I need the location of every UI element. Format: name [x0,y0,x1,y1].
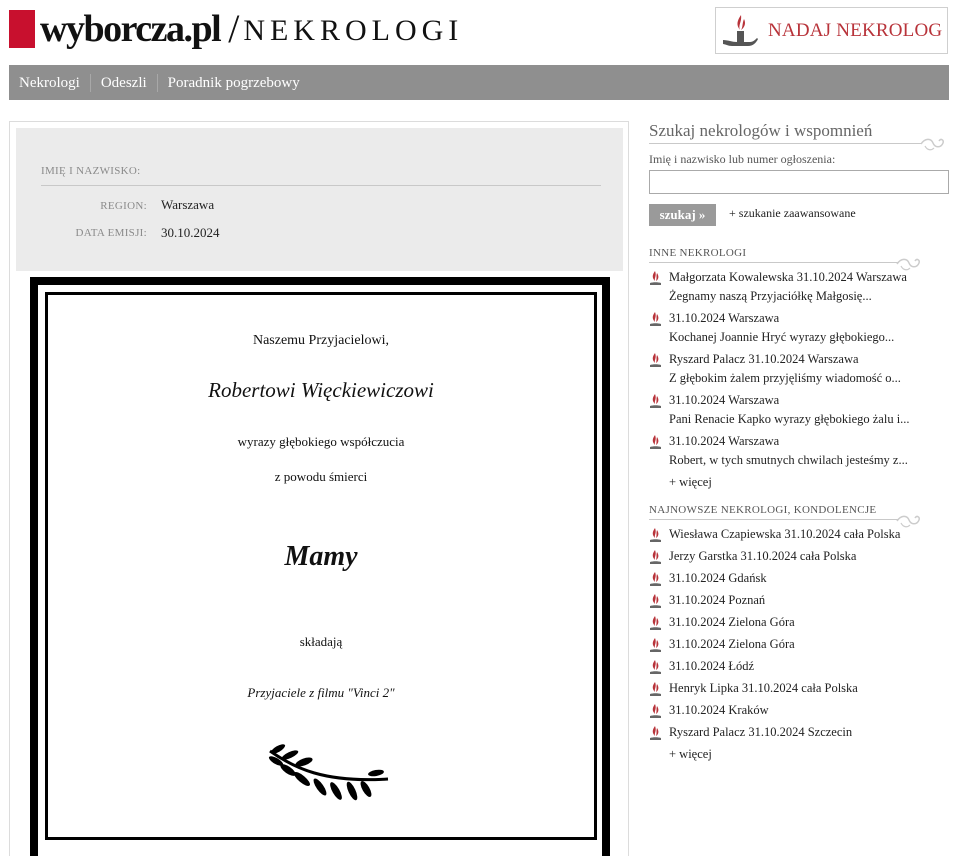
list-item-title: 31.10.2024 Warszawa [669,311,780,325]
flame-icon [649,703,662,719]
nadaj-nekrolog-button[interactable] [715,7,948,54]
list-item-title: Wiesława Czapiewska 31.10.2024 cała Polska [669,527,901,541]
flame-icon [649,659,662,675]
flame-icon [649,270,662,286]
flame-icon [649,434,662,450]
search-title: Szukaj nekrologów i wspomnień [649,121,873,140]
obituary-panel [9,121,629,856]
flame-icon [649,527,662,543]
nav-item-odeszli[interactable]: Odeszli [90,74,157,92]
list-item-title: 31.10.2024 Warszawa [669,434,780,448]
najnowsze-underline [649,519,899,520]
logo-red-block [9,10,35,48]
flame-icon [649,725,662,741]
flame-icon [649,681,662,697]
inne-more-link[interactable]: + więcej [669,475,712,489]
notice-signature: Przyjaciele z filmu "Vinci 2" [247,685,395,700]
region-label: REGION: [100,200,147,212]
list-item[interactable] [649,635,949,654]
wyborcza-logo[interactable] [9,6,464,51]
notice-line-reason: z powodu śmierci [274,469,368,484]
inne-underline [649,262,899,263]
list-item[interactable] [649,432,949,470]
list-item-title: Jerzy Garstka 31.10.2024 cała Polska [669,549,857,563]
flame-icon [649,393,662,409]
list-item-excerpt: Żegnamy naszą Przyjaciółkę Małgosię... [669,289,872,303]
flame-icon [649,549,662,565]
nav-item-nekrologi[interactable]: Nekrologi [19,74,80,91]
swirl-ornament-icon [919,136,947,154]
search-input[interactable] [649,170,949,194]
inne-nekrologi-title: INNE NEKROLOGI [649,247,747,259]
list-item[interactable] [649,613,949,632]
najnowsze-list [649,525,949,764]
list-item-title: 31.10.2024 Zielona Góra [669,637,795,651]
list-item[interactable] [649,309,949,347]
laurel-branch-icon [264,743,394,813]
date-label: DATA EMISJI: [75,227,147,239]
logo-text: wyborcza.pl [40,8,221,50]
list-item[interactable] [649,701,949,720]
notice-recipient-name: Robertowi Więckiewiczowi [208,378,434,402]
region-value: Warszawa [161,197,215,212]
flame-icon [649,352,662,368]
list-item-title: 31.10.2024 Poznań [669,593,766,607]
flame-icon [649,311,662,327]
list-item-title: 31.10.2024 Kraków [669,703,769,717]
date-value: 30.10.2024 [161,225,220,240]
candle-hand-icon [720,11,760,51]
name-label: IMIĘ I NAZWISKO: [41,165,141,177]
list-item[interactable] [649,391,949,429]
list-item[interactable] [649,657,949,676]
inne-nekrologi-list [649,268,949,492]
notice-line-from: składają [299,634,343,649]
list-item-excerpt: Kochanej Joannie Hryć wyrazy głębokiego... [669,330,895,344]
list-item[interactable] [649,723,949,742]
list-item[interactable] [649,268,949,306]
notice-line-dedication: Naszemu Przyjacielowi, [252,333,390,348]
flame-icon [649,637,662,653]
list-item-excerpt: Pani Renacie Kapko wyrazy głębokiego żalu i... [669,412,910,426]
search-title-underline [649,143,921,144]
list-item-title: Ryszard Palacz 31.10.2024 Warszawa [669,352,859,366]
list-item-title: 31.10.2024 Zielona Góra [669,615,795,629]
obituary-notice[interactable] [30,277,610,856]
notice-inner-frame [45,292,597,840]
flame-icon [649,571,662,587]
najnowsze-title: NAJNOWSZE NEKROLOGI, KONDOLENCJE [649,504,877,516]
flame-icon [649,615,662,631]
logo-slash: / [228,6,240,51]
list-item-excerpt: Robert, w tych smutnych chwilach jesteśmy z... [669,453,908,467]
list-item-title: 31.10.2024 Łódź [669,659,755,673]
notice-line-condolences: wyrazy głębokiego współczucia [237,434,405,449]
list-item-title: Henryk Lipka 31.10.2024 cała Polska [669,681,858,695]
flame-icon [649,593,662,609]
list-item[interactable] [649,350,949,388]
list-item[interactable] [649,679,949,698]
list-item-excerpt: Z głębokim żalem przyjęliśmy wiadomość o... [669,371,901,385]
list-item-title: 31.10.2024 Warszawa [669,393,780,407]
notice-deceased: Mamy [284,541,358,572]
list-item[interactable] [649,547,949,566]
list-item-title: Małgorzata Kowalewska 31.10.2024 Warszawa [669,270,907,284]
main-nav [9,65,949,100]
list-item[interactable] [649,569,949,588]
info-separator [41,185,601,186]
list-item-title: 31.10.2024 Gdańsk [669,571,767,585]
search-button[interactable]: szukaj » [649,204,716,226]
list-item[interactable] [649,591,949,610]
list-item-title: Ryszard Palacz 31.10.2024 Szczecin [669,725,853,739]
nadaj-nekrolog-label: NADAJ NEKROLOG [768,19,943,41]
logo-section: NEKROLOGI [243,14,464,47]
nav-item-poradnik[interactable]: Poradnik pogrzebowy [157,74,310,92]
najnowsze-more-link[interactable]: + więcej [669,747,712,761]
obituary-info-box [16,128,623,271]
advanced-search-link[interactable]: + szukanie zaawansowane [729,206,856,220]
page-header [0,0,967,64]
search-label: Imię i nazwisko lub numer ogłoszenia: [649,152,836,166]
list-item[interactable] [649,525,949,544]
